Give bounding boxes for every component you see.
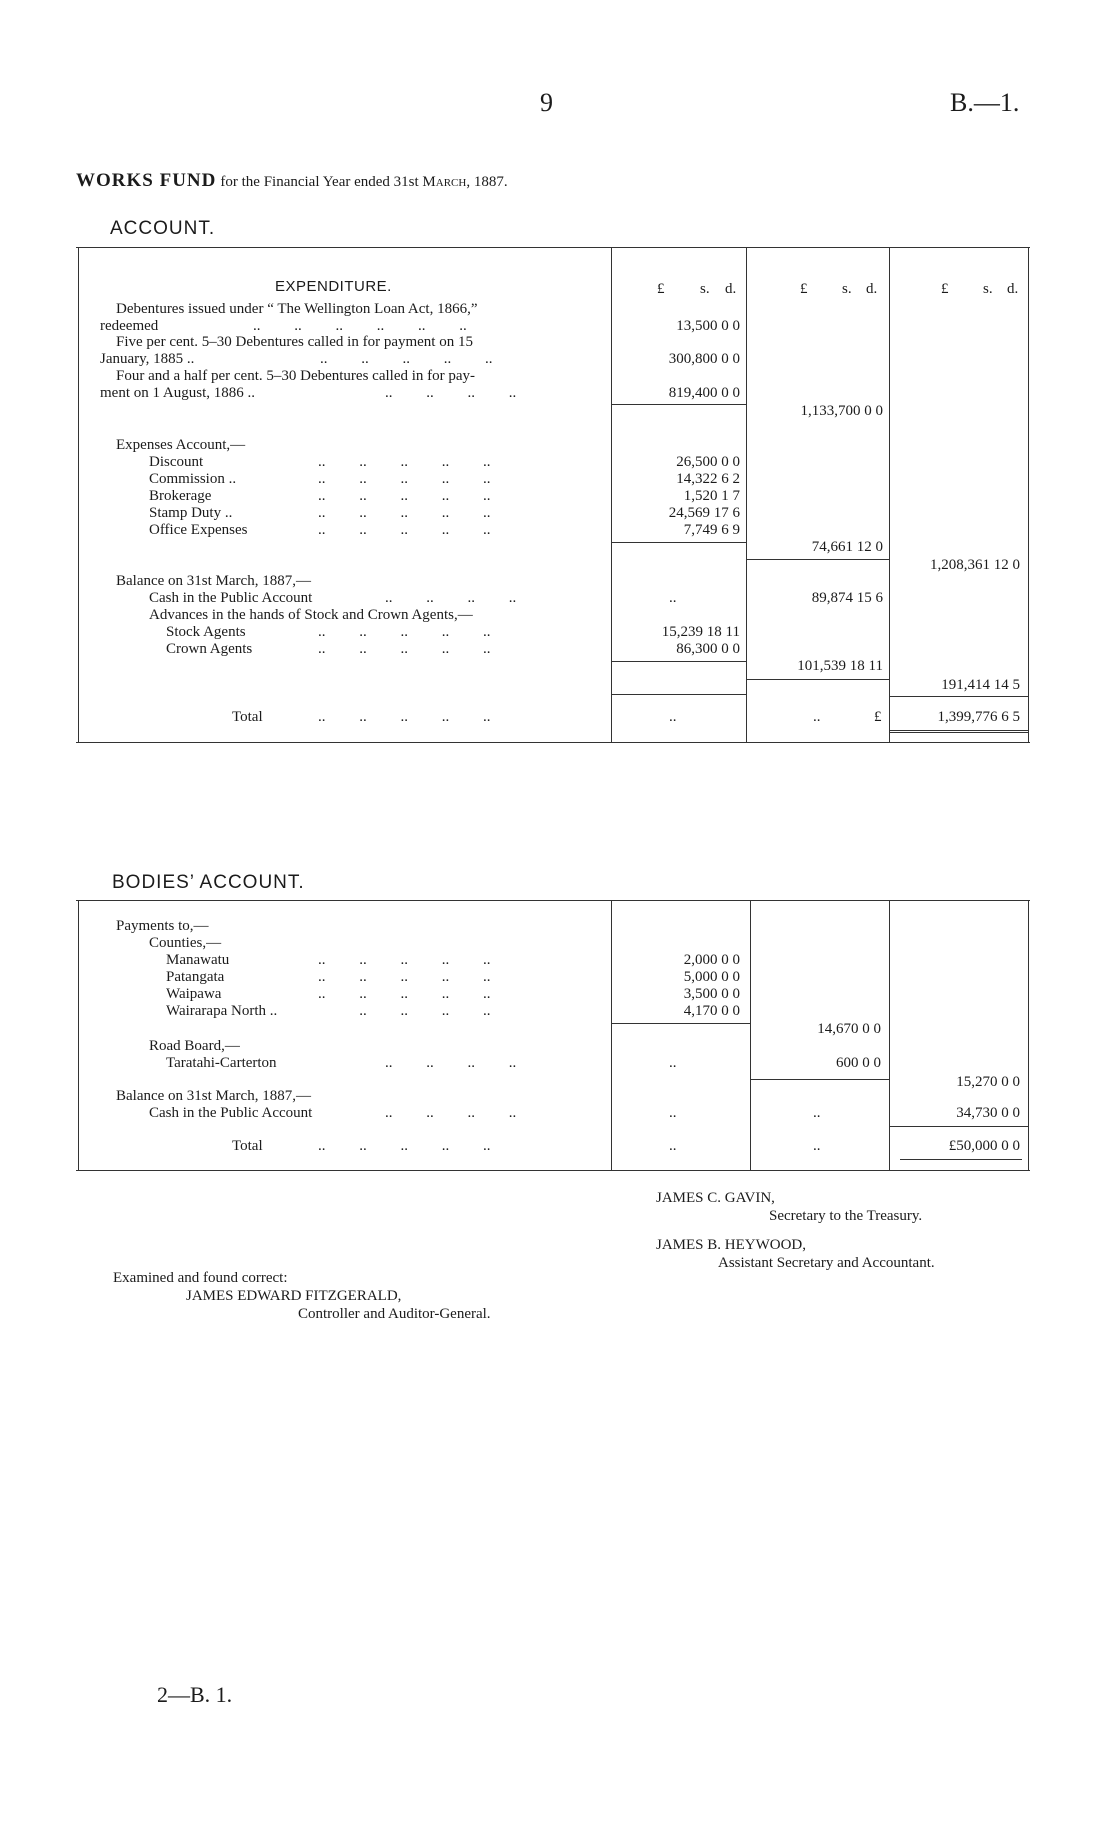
title-rest-1: for the Financial Year ended 31st (220, 174, 423, 190)
amount-balance-total: 191,414 14 5 (941, 677, 1020, 693)
cash-dotdot: .. (669, 590, 677, 606)
amount-discount: 26,500 0 0 (676, 454, 740, 470)
signature-heywood-name: JAMES B. HEYWOOD, (656, 1237, 806, 1253)
grand-total-pound: £ (874, 709, 882, 725)
line-advances: Advances in the hands of Stock and Crown Agents,— (149, 607, 473, 623)
amount-commission: 14,322 6 2 (676, 471, 740, 487)
subtotal-rule (751, 1079, 889, 1080)
line-debentures-1b: redeemed (100, 318, 159, 334)
bodies-col-rule-1 (611, 900, 612, 1170)
total-rule (612, 694, 746, 695)
line-counties: Counties,— (149, 935, 222, 951)
total-dotdot-1: .. (669, 709, 677, 725)
col3-s: s. (983, 281, 993, 297)
line-four-half-1: Four and a half per cent. 5–30 Debentures called in for pay- (116, 368, 476, 384)
subtotal-rule (612, 661, 746, 662)
account-left-rule (78, 247, 79, 742)
title-month: March (422, 174, 467, 190)
leader-dots: .. .. .. .. .. .. .. .. .. .. .. .. .. .. .. .. .. .. .. .. .. .. .. .. .. (318, 454, 491, 538)
line-total: Total (232, 1138, 263, 1154)
line-office-expenses: Office Expenses (149, 522, 248, 538)
leader-dots: .. .. .. .. .. .. (253, 318, 467, 334)
amount-manawatu: 2,000 0 0 (683, 952, 740, 968)
subtotal-rule (612, 404, 746, 405)
amount-crown-agents: 86,300 0 0 (676, 641, 740, 657)
signature-gavin-title: Secretary to the Treasury. (769, 1208, 923, 1224)
page-number: 9 (540, 88, 553, 117)
cash-dotdot-1: .. (669, 1105, 677, 1121)
amount-counties-subtotal: 14,670 0 0 (817, 1021, 881, 1037)
title-rest-2: , 1887. (466, 174, 508, 190)
subtotal-rule (612, 1023, 750, 1024)
line-brokerage: Brokerage (149, 488, 212, 504)
line-balance: Balance on 31st March, 1887,— (116, 573, 311, 589)
amount-four-half: 819,400 0 0 (668, 385, 740, 401)
line-patangata: Patangata (166, 969, 225, 985)
amount-patangata: 5,000 0 0 (683, 969, 740, 985)
bodies-top-rule (76, 900, 1030, 901)
subtotal-rule (747, 679, 889, 680)
amount-expenditure-total: 1,208,361 12 0 (930, 557, 1020, 573)
amount-advances-subtotal: 101,539 18 11 (797, 658, 883, 674)
leader-dots: .. .. .. .. (385, 1105, 517, 1121)
title-works-fund: WORKS FUND (76, 170, 217, 191)
line-discount: Discount (149, 454, 204, 470)
subtotal-rule (612, 542, 746, 543)
account-col-rule-3 (889, 247, 890, 742)
amount-expenses-subtotal: 74,661 12 0 (811, 539, 883, 555)
printer-signature-mark: 2—B. 1. (157, 1682, 233, 1707)
account-right-rule (1028, 247, 1029, 742)
amount-debentures-subtotal: 1,133,700 0 0 (800, 403, 883, 419)
line-road-board: Road Board,— (149, 1038, 240, 1054)
signature-gavin-name: JAMES C. GAVIN, (656, 1190, 775, 1206)
amount-cash-public-account: 34,730 0 0 (956, 1105, 1020, 1121)
total-dotdot-1: .. (669, 1138, 677, 1154)
col1-s: s. (700, 281, 710, 297)
amount-payments-total: 15,270 0 0 (956, 1074, 1020, 1090)
page-title (76, 170, 508, 192)
line-crown-agents: Crown Agents (166, 641, 253, 657)
line-five-percent-1b: January, 1885 .. (100, 351, 195, 367)
bodies-col-rule-3 (889, 900, 890, 1170)
leader-dots: .. .. .. .. (385, 385, 517, 401)
examined-statement: Examined and found correct: (113, 1270, 288, 1286)
signature-fitzgerald-title: Controller and Auditor-General. (298, 1306, 491, 1322)
col2-d: d. (866, 281, 878, 297)
col2-pound: £ (800, 281, 808, 297)
amount-brokerage: 1,520 1 7 (683, 488, 740, 504)
line-four-half-1b: ment on 1 August, 1886 .. (100, 385, 256, 401)
amount-five-percent: 300,800 0 0 (668, 351, 740, 367)
line-debentures-1: Debentures issued under “ The Wellington Loan Act, 1866,” (116, 301, 478, 317)
amount-debentures: 13,500 0 0 (676, 318, 740, 334)
bodies-left-rule (78, 900, 79, 1170)
cash-dotdot-2: .. (813, 1105, 821, 1121)
line-taratahi-carterton: Taratahi-Carterton (166, 1055, 277, 1071)
signature-heywood-title: Assistant Secretary and Accountant. (718, 1255, 935, 1271)
account-bottom-rule (76, 742, 1030, 743)
total-dotdot-2: .. (813, 709, 821, 725)
line-commission: Commission .. (149, 471, 237, 487)
leader-dots: .. .. .. .. (385, 1055, 517, 1071)
line-stamp-duty: Stamp Duty .. (149, 505, 233, 521)
amount-grand-total: 1,399,776 6 5 (937, 709, 1020, 725)
amount-road-board: 600 0 0 (836, 1055, 881, 1071)
col1-pound: £ (657, 281, 665, 297)
col3-pound: £ (941, 281, 949, 297)
amount-cash-public-account: 89,874 15 6 (811, 590, 883, 606)
line-manawatu: Manawatu (166, 952, 230, 968)
document-reference: B.—1. (950, 88, 1020, 117)
leader-dots: .. .. .. .. .. (320, 351, 493, 367)
grand-total-underline (900, 1159, 1022, 1160)
line-stock-agents: Stock Agents (166, 624, 246, 640)
leader-dots: .. .. .. .. .. .. .. .. .. .. (318, 624, 491, 657)
grand-total-double-rule (890, 730, 1028, 733)
line-cash-public-account: Cash in the Public Account (149, 1105, 313, 1121)
bodies-bottom-rule (76, 1170, 1030, 1171)
line-cash-public-account: Cash in the Public Account (149, 590, 313, 606)
subtotal-rule (747, 559, 889, 560)
leader-dots: .. .. .. .. (385, 590, 517, 606)
amount-stock-agents: 15,239 18 11 (661, 624, 740, 640)
total-dotdot-2: .. (813, 1138, 821, 1154)
line-total: Total (232, 709, 263, 725)
bodies-right-rule (1028, 900, 1029, 1170)
line-expenses-account: Expenses Account,— (116, 437, 246, 453)
amount-waipawa: 3,500 0 0 (683, 986, 740, 1002)
expenditure-label: EXPENDITURE. (275, 278, 392, 295)
road-board-dotdot: .. (669, 1055, 677, 1071)
col2-s: s. (842, 281, 852, 297)
amount-grand-total: £50,000 0 0 (948, 1138, 1020, 1154)
amount-office-expenses: 7,749 6 9 (683, 522, 740, 538)
line-waipawa: Waipawa (166, 986, 222, 1002)
total-rule (890, 696, 1028, 697)
leader-dots: .. .. .. .. .. (318, 1138, 491, 1154)
account-top-rule (76, 247, 1030, 248)
line-wairarapa-north: Wairarapa North .. (166, 1003, 278, 1019)
leader-dots: .. .. .. .. .. (318, 709, 491, 725)
amount-stamp-duty: 24,569 17 6 (668, 505, 740, 521)
line-five-percent-1: Five per cent. 5–30 Debentures called in for payment on 15 (116, 334, 473, 350)
amount-wairarapa-north: 4,170 0 0 (683, 1003, 740, 1019)
account-heading: ACCOUNT. (110, 218, 216, 239)
col1-d: d. (725, 281, 737, 297)
line-balance: Balance on 31st March, 1887,— (116, 1088, 311, 1104)
col3-d: d. (1007, 281, 1019, 297)
leader-dots: .. .. .. .. .. .. .. .. .. .. .. .. .. .. .. .. .. .. .. (318, 952, 491, 1019)
total-rule (890, 1126, 1028, 1127)
bodies-account-heading: BODIES’ ACCOUNT. (112, 872, 305, 893)
line-payments-to: Payments to,— (116, 918, 209, 934)
signature-fitzgerald-name: JAMES EDWARD FITZGERALD, (186, 1288, 402, 1304)
